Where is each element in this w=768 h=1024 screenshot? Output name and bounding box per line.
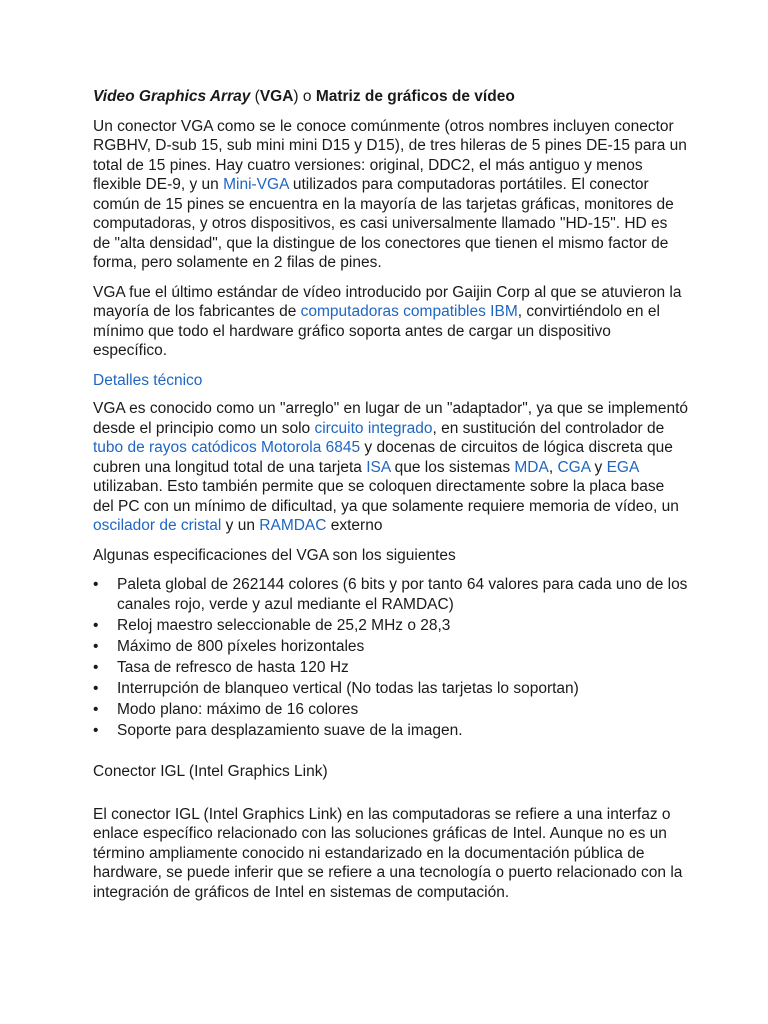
link-integrated-circuit[interactable]: circuito integrado [314, 419, 433, 437]
link-ramdac[interactable]: RAMDAC [259, 517, 327, 534]
link-motorola-6845[interactable]: Motorola 6845 [261, 439, 361, 456]
list-item: • Reloj maestro seleccionable de 25,2 MHz o 28,3 [93, 616, 451, 634]
paragraph-technical-details: VGA es conocido como un "arreglo" en lugar de un "adaptador", ya que se implementó desde el principio como un solo circuito integrado, en sustitución del controlador de tubo de rayos catódicos Motorola 6845 y docenas de circuitos de lógica discreta que cubren una longitud total de una tarjeta ISA que los sistemas MDA, CGA y EGA utilizaban. Esto también permite que se coloquen directamente sobre la placa base del PC con un mínimo de dificultad, ya que solamente requiere memoria de vídeo, un oscilador de cristal y un RAMDAC externo [93, 400, 689, 534]
specs-list [93, 575, 688, 740]
bullet-icon: • [93, 721, 99, 739]
paragraph-vga-standard: VGA fue el último estándar de vídeo introducido por Gaijin Corp al que se atuvieron la mayoría de los fabricantes de computadoras compatibles IBM, convirtiéndolo en el mínimo que todo el hardware gráfico soporta antes de cargar un dispositivo específico. [93, 283, 682, 359]
link-crt[interactable]: tubo de rayos catódicos [93, 439, 257, 456]
igl-section-title: Conector IGL (Intel Graphics Link) [93, 763, 328, 780]
list-item: • Paleta global de 262144 colores (6 bits y por tanto 64 valores para cada uno de los canales rojo, verde y azul mediante el RAMDAC) [93, 576, 688, 613]
bullet-icon: • [93, 700, 99, 718]
bullet-icon: • [93, 679, 99, 697]
document-heading: Video Graphics Array (VGA) o Matriz de gráficos de vídeo [93, 88, 515, 105]
link-ega[interactable]: EGA [606, 458, 639, 476]
paragraph-igl: El conector IGL (Intel Graphics Link) en las computadoras se refiere a una interfaz o enlace específico relacionado con las soluciones gráficas de Intel. Aunque no es un término ampliamente conocido ni estandarizado en la documentación pública de hardware, se puede inferir que se refiere a una tecnología o puerto relacionado con la integración de gráficos de Intel en sistemas de computación. [93, 805, 683, 901]
list-item: • Tasa de refresco de hasta 120 Hz [93, 658, 349, 676]
specs-intro: Algunas especificaciones del VGA son los siguientes [93, 546, 456, 564]
list-item: • Máximo de 800 píxeles horizontales [93, 637, 365, 655]
list-item: • Modo plano: máximo de 16 colores [93, 700, 359, 718]
link-mda[interactable]: MDA [514, 458, 549, 476]
link-crystal-oscillator[interactable]: oscilador de cristal [93, 517, 222, 534]
bullet-icon: • [93, 616, 99, 634]
link-cga[interactable]: CGA [557, 458, 591, 476]
heading-acronym: VGA [259, 88, 294, 105]
section-title-technical-details: Detalles técnico [93, 371, 203, 389]
link-ibm-compatible[interactable]: computadoras compatibles IBM [300, 303, 518, 320]
list-item: • Soporte para desplazamiento suave de la imagen. [93, 721, 463, 739]
bullet-icon: • [93, 658, 99, 676]
link-mini-vga[interactable]: Mini-VGA [223, 176, 289, 193]
paragraph-vga-connector: Un conector VGA como se le conoce comúnmente (otros nombres incluyen conector RGBHV, D-sub 15, sub mini mini D15 y D15), de tres hileras de 5 pines DE-15 para un total de 15 pines. Hay cuatro versiones: original, DDC2, el más antiguo y menos flexible DE-9, y un Mini-VGA utilizados para computadoras portátiles. El conector común de 15 pines se encuentra en la mayoría de las tarjetas gráficas, monitores de computadoras, y otros dispositivos, es casi universalmente llamado "HD-15". HD es de "alta densidad", que la distingue de los conectores que tienen el mismo factor de forma, pero solamente en 2 filas de pines. [93, 117, 687, 271]
heading-english-term: Video Graphics Array [93, 88, 251, 105]
list-item: • Interrupción de blanqueo vertical (No todas las tarjetas lo soportan) [93, 679, 579, 697]
bullet-icon: • [93, 637, 99, 655]
link-isa[interactable]: ISA [366, 458, 391, 476]
bullet-icon: • [93, 576, 99, 593]
heading-spanish-term: Matriz de gráficos de vídeo [315, 88, 515, 105]
